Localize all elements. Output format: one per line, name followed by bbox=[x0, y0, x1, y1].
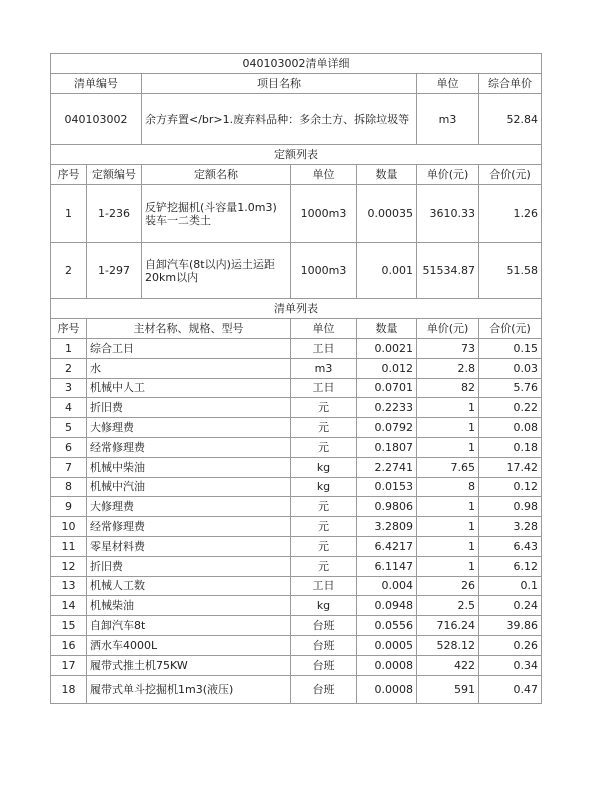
material-name: 机械人工数 bbox=[87, 576, 291, 596]
material-row bbox=[51, 675, 542, 703]
material-price: 7.65 bbox=[417, 457, 479, 477]
material-price: 73 bbox=[417, 339, 479, 359]
material-qty: 0.0792 bbox=[357, 418, 417, 438]
material-col-total: 合价(元) bbox=[479, 319, 542, 339]
material-price: 2.8 bbox=[417, 358, 479, 378]
material-price: 2.5 bbox=[417, 596, 479, 616]
material-unit: 元 bbox=[291, 398, 357, 418]
material-total: 0.22 bbox=[479, 398, 542, 418]
quota-col-name: 定额名称 bbox=[142, 165, 291, 185]
material-row bbox=[51, 497, 542, 517]
material-unit: 元 bbox=[291, 556, 357, 576]
material-price: 1 bbox=[417, 418, 479, 438]
quota-row bbox=[51, 243, 542, 299]
material-no: 8 bbox=[51, 477, 87, 497]
material-qty: 0.2233 bbox=[357, 398, 417, 418]
material-price: 716.24 bbox=[417, 616, 479, 636]
material-name: 大修理费 bbox=[87, 497, 291, 517]
material-unit: 工日 bbox=[291, 339, 357, 359]
material-row bbox=[51, 635, 542, 655]
material-row bbox=[51, 655, 542, 675]
material-qty: 0.0948 bbox=[357, 596, 417, 616]
material-name: 自卸汽车8t bbox=[87, 616, 291, 636]
material-qty: 0.0556 bbox=[357, 616, 417, 636]
material-row bbox=[51, 517, 542, 537]
material-total: 0.18 bbox=[479, 437, 542, 457]
material-total: 0.1 bbox=[479, 576, 542, 596]
header-row bbox=[51, 74, 542, 94]
material-price: 422 bbox=[417, 655, 479, 675]
material-unit: m3 bbox=[291, 358, 357, 378]
item-unit: m3 bbox=[417, 94, 479, 145]
material-price: 1 bbox=[417, 556, 479, 576]
material-header-row bbox=[51, 319, 542, 339]
quota-header-row bbox=[51, 165, 542, 185]
material-col-qty: 数量 bbox=[357, 319, 417, 339]
material-no: 10 bbox=[51, 517, 87, 537]
material-no: 5 bbox=[51, 418, 87, 438]
quota-row bbox=[51, 185, 542, 243]
quota-name: 反铲挖掘机(斗容量1.0m3)装车一二类土 bbox=[142, 185, 291, 243]
material-col-unit: 单位 bbox=[291, 319, 357, 339]
material-qty: 6.4217 bbox=[357, 536, 417, 556]
material-price: 8 bbox=[417, 477, 479, 497]
material-no: 6 bbox=[51, 437, 87, 457]
item-row bbox=[51, 94, 542, 145]
material-qty: 0.0701 bbox=[357, 378, 417, 398]
material-total: 0.98 bbox=[479, 497, 542, 517]
material-name: 履带式单斗挖掘机1m3(液压) bbox=[87, 675, 291, 703]
quota-section-title: 定额列表 bbox=[51, 145, 542, 165]
material-col-no: 序号 bbox=[51, 319, 87, 339]
material-total: 0.03 bbox=[479, 358, 542, 378]
material-row bbox=[51, 536, 542, 556]
material-unit: kg bbox=[291, 477, 357, 497]
material-total: 0.26 bbox=[479, 635, 542, 655]
material-unit: 元 bbox=[291, 517, 357, 537]
material-row bbox=[51, 339, 542, 359]
item-name: 余方弃置</br>1.废弃料品种：多余土方、拆除垃圾等 bbox=[142, 94, 417, 145]
material-row bbox=[51, 556, 542, 576]
material-price: 1 bbox=[417, 536, 479, 556]
material-total: 6.12 bbox=[479, 556, 542, 576]
material-no: 2 bbox=[51, 358, 87, 378]
material-row bbox=[51, 398, 542, 418]
quota-col-price: 单价(元) bbox=[417, 165, 479, 185]
table-title: 040103002清单详细 bbox=[51, 54, 542, 74]
material-name: 履带式推土机75KW bbox=[87, 655, 291, 675]
title-row bbox=[51, 54, 542, 74]
quota-code: 1-236 bbox=[87, 185, 142, 243]
material-total: 0.12 bbox=[479, 477, 542, 497]
material-no: 4 bbox=[51, 398, 87, 418]
material-section-title: 清单列表 bbox=[51, 299, 542, 319]
material-unit: 台班 bbox=[291, 616, 357, 636]
quota-col-no: 序号 bbox=[51, 165, 87, 185]
material-qty: 0.0153 bbox=[357, 477, 417, 497]
material-unit: 元 bbox=[291, 418, 357, 438]
material-name: 机械中汽油 bbox=[87, 477, 291, 497]
material-no: 11 bbox=[51, 536, 87, 556]
material-qty: 0.0008 bbox=[357, 675, 417, 703]
quota-name: 自卸汽车(8t以内)运土运距20km以内 bbox=[142, 243, 291, 299]
material-total: 0.47 bbox=[479, 675, 542, 703]
code-header: 清单编号 bbox=[51, 74, 142, 94]
material-name: 折旧费 bbox=[87, 556, 291, 576]
quota-section-row bbox=[51, 145, 542, 165]
material-no: 14 bbox=[51, 596, 87, 616]
material-col-name: 主材名称、规格、型号 bbox=[87, 319, 291, 339]
material-total: 0.15 bbox=[479, 339, 542, 359]
material-name: 机械柴油 bbox=[87, 596, 291, 616]
quota-col-total: 合价(元) bbox=[479, 165, 542, 185]
material-qty: 0.0021 bbox=[357, 339, 417, 359]
item-code: 040103002 bbox=[51, 94, 142, 145]
material-row bbox=[51, 616, 542, 636]
material-no: 16 bbox=[51, 635, 87, 655]
material-unit: 台班 bbox=[291, 635, 357, 655]
material-qty: 0.012 bbox=[357, 358, 417, 378]
material-name: 机械中人工 bbox=[87, 378, 291, 398]
material-no: 15 bbox=[51, 616, 87, 636]
material-total: 6.43 bbox=[479, 536, 542, 556]
material-qty: 0.0005 bbox=[357, 635, 417, 655]
bill-detail-table bbox=[50, 53, 542, 704]
material-row bbox=[51, 378, 542, 398]
material-price: 26 bbox=[417, 576, 479, 596]
material-unit: 工日 bbox=[291, 576, 357, 596]
material-total: 0.34 bbox=[479, 655, 542, 675]
material-row bbox=[51, 358, 542, 378]
material-qty: 3.2809 bbox=[357, 517, 417, 537]
material-total: 5.76 bbox=[479, 378, 542, 398]
material-name: 水 bbox=[87, 358, 291, 378]
quota-qty: 0.001 bbox=[357, 243, 417, 299]
material-row bbox=[51, 576, 542, 596]
material-unit: 台班 bbox=[291, 655, 357, 675]
material-price: 591 bbox=[417, 675, 479, 703]
material-price: 1 bbox=[417, 497, 479, 517]
material-row bbox=[51, 418, 542, 438]
quota-unit: 1000m3 bbox=[291, 243, 357, 299]
material-unit: kg bbox=[291, 596, 357, 616]
material-no: 12 bbox=[51, 556, 87, 576]
material-qty: 2.2741 bbox=[357, 457, 417, 477]
material-row bbox=[51, 477, 542, 497]
material-name: 经常修理费 bbox=[87, 517, 291, 537]
material-unit: 台班 bbox=[291, 675, 357, 703]
material-total: 17.42 bbox=[479, 457, 542, 477]
quota-col-code: 定额编号 bbox=[87, 165, 142, 185]
material-price: 1 bbox=[417, 517, 479, 537]
quota-no: 1 bbox=[51, 185, 87, 243]
quota-total: 1.26 bbox=[479, 185, 542, 243]
material-name: 综合工日 bbox=[87, 339, 291, 359]
material-unit: kg bbox=[291, 457, 357, 477]
material-qty: 0.0008 bbox=[357, 655, 417, 675]
material-no: 18 bbox=[51, 675, 87, 703]
item-price: 52.84 bbox=[479, 94, 542, 145]
unit-header: 单位 bbox=[417, 74, 479, 94]
material-qty: 0.1807 bbox=[357, 437, 417, 457]
material-name: 零星材料费 bbox=[87, 536, 291, 556]
material-total: 0.24 bbox=[479, 596, 542, 616]
quota-price: 51534.87 bbox=[417, 243, 479, 299]
material-no: 9 bbox=[51, 497, 87, 517]
quota-no: 2 bbox=[51, 243, 87, 299]
material-unit: 元 bbox=[291, 437, 357, 457]
quota-col-unit: 单位 bbox=[291, 165, 357, 185]
material-row bbox=[51, 437, 542, 457]
material-name: 折旧费 bbox=[87, 398, 291, 418]
material-no: 13 bbox=[51, 576, 87, 596]
material-unit: 工日 bbox=[291, 378, 357, 398]
quota-col-qty: 数量 bbox=[357, 165, 417, 185]
material-qty: 0.004 bbox=[357, 576, 417, 596]
quota-code: 1-297 bbox=[87, 243, 142, 299]
material-unit: 元 bbox=[291, 497, 357, 517]
material-unit: 元 bbox=[291, 536, 357, 556]
material-no: 7 bbox=[51, 457, 87, 477]
price-header: 综合单价 bbox=[479, 74, 542, 94]
material-qty: 0.9806 bbox=[357, 497, 417, 517]
material-price: 82 bbox=[417, 378, 479, 398]
table-body bbox=[51, 54, 542, 704]
material-name: 大修理费 bbox=[87, 418, 291, 438]
material-qty: 6.1147 bbox=[357, 556, 417, 576]
quota-price: 3610.33 bbox=[417, 185, 479, 243]
material-section-row bbox=[51, 299, 542, 319]
material-no: 1 bbox=[51, 339, 87, 359]
material-total: 39.86 bbox=[479, 616, 542, 636]
material-total: 3.28 bbox=[479, 517, 542, 537]
material-no: 17 bbox=[51, 655, 87, 675]
material-row bbox=[51, 596, 542, 616]
material-price: 1 bbox=[417, 437, 479, 457]
material-price: 1 bbox=[417, 398, 479, 418]
material-no: 3 bbox=[51, 378, 87, 398]
quota-total: 51.58 bbox=[479, 243, 542, 299]
material-name: 经常修理费 bbox=[87, 437, 291, 457]
material-name: 机械中柴油 bbox=[87, 457, 291, 477]
material-name: 洒水车4000L bbox=[87, 635, 291, 655]
quota-qty: 0.00035 bbox=[357, 185, 417, 243]
material-price: 528.12 bbox=[417, 635, 479, 655]
quota-unit: 1000m3 bbox=[291, 185, 357, 243]
material-col-price: 单价(元) bbox=[417, 319, 479, 339]
material-total: 0.08 bbox=[479, 418, 542, 438]
name-header: 项目名称 bbox=[142, 74, 417, 94]
material-row bbox=[51, 457, 542, 477]
